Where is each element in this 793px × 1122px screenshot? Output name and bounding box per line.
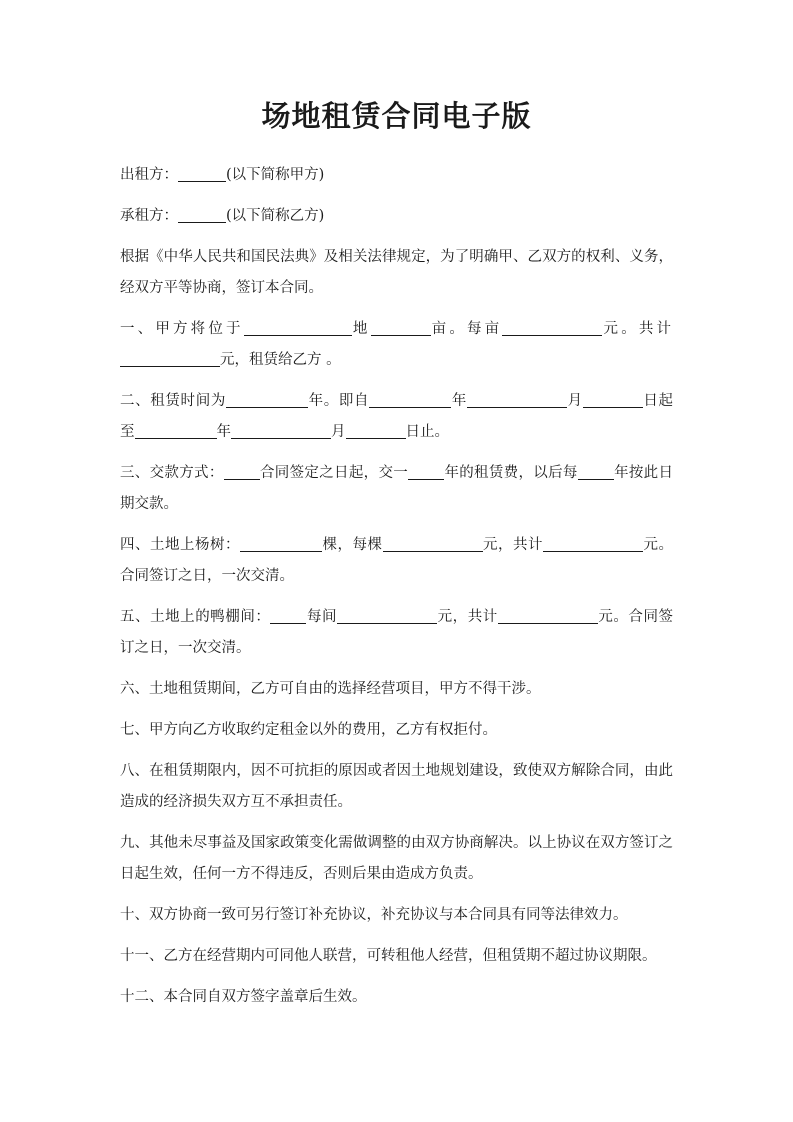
start-year-blank — [369, 393, 451, 409]
start-month-blank — [467, 393, 567, 409]
clause-10: 十、双方协商一致可另行签订补充协议，补充协议与本合同具有同等法律效力。 — [120, 907, 628, 923]
tree-total-blank — [543, 537, 643, 553]
contract-body — [120, 160, 673, 1023]
clause-6: 六、土地租赁期间，乙方可自由的选择经营项目，甲方不得干涉。 — [120, 681, 541, 697]
end-month-blank — [231, 424, 331, 440]
shed-total-blank — [498, 609, 598, 625]
start-day-blank — [583, 393, 643, 409]
preamble: 根据《中华人民共和国民法典》及相关法律规定，为了明确甲、乙双方的权利、义务，经双方平等协商，签订本合同。 — [120, 249, 673, 296]
lessee-blank — [178, 208, 226, 224]
payment-interval-blank — [578, 465, 614, 481]
clause-7: 七、甲方向乙方收取约定租金以外的费用，乙方有权拒付。 — [120, 722, 497, 738]
price-per-mu-blank — [502, 321, 602, 337]
clause-8: 八、在租赁期限内，因不可抗拒的原因或者因土地规划建设，致使双方解除合同，由此造成的经济损失双方互不承担责任。 — [120, 763, 673, 810]
clause-5: 五、土地上的鸭棚间： 每间 元，共计 元。合同签订之日，一次交清。 — [120, 609, 674, 656]
shed-price-blank — [337, 609, 437, 625]
clause-4: 四、土地上杨树： 棵，每棵 元，共计 元。合同签订之日，一次交清。 — [120, 537, 673, 584]
clause-11: 十一、乙方在经营期内可同他人联营，可转租他人经营，但租赁期不超过协议期限。 — [120, 948, 657, 964]
payment-blank — [224, 465, 260, 481]
end-year-blank — [135, 424, 217, 440]
clause-3: 三、交款方式： 合同签定之日起，交一 年的租赁费，以后每 年按此日期交款。 — [120, 465, 673, 512]
tree-price-blank — [383, 537, 483, 553]
term-years-blank — [226, 393, 308, 409]
location-blank — [244, 321, 352, 337]
lessor-line: 出租方： (以下简称甲方) — [120, 167, 325, 183]
total-blank — [120, 352, 220, 368]
document-title: 场地租赁合同电子版 — [261, 99, 532, 133]
clause-12: 十二、本合同自双方签字盖章后生效。 — [120, 989, 367, 1005]
lessee-line: 承租方： (以下简称乙方) — [120, 208, 325, 224]
tree-count-blank — [240, 537, 322, 553]
area-blank — [371, 321, 431, 337]
first-payment-years-blank — [408, 465, 444, 481]
clause-9: 九、其他未尽事益及国家政策变化需做调整的由双方协商解决。以上协议在双方签订之日起生效，任何一方不得违反，否则后果由造成方负责。 — [120, 835, 673, 882]
clause-2: 二、租赁时间为 年。即自 年 月 日起至 年 月 日止。 — [120, 393, 674, 440]
clause-1: 一、甲方将位于 地 亩。每亩 元。共计元，租赁给乙方 。 — [120, 321, 674, 368]
end-day-blank — [346, 424, 406, 440]
shed-count-blank — [270, 609, 306, 625]
lessor-blank — [178, 167, 226, 183]
